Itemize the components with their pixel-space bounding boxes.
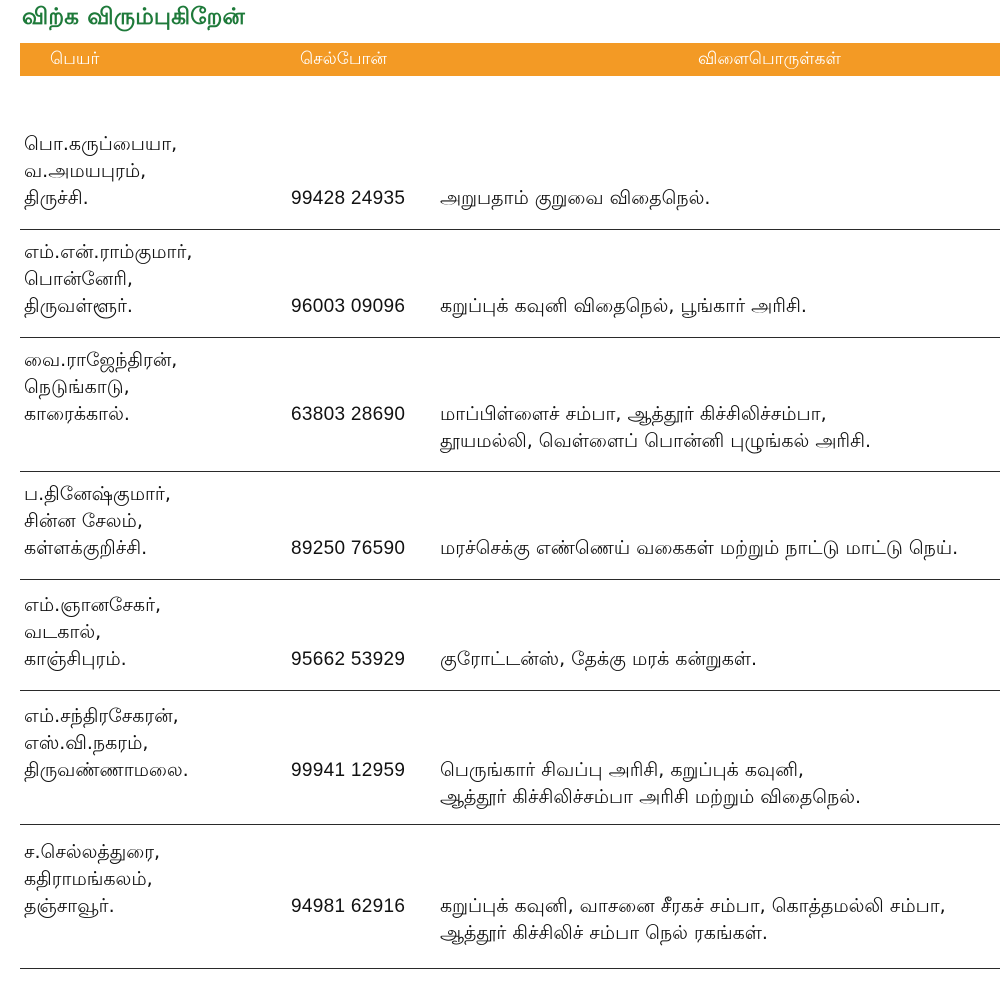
seller-products: கறுப்புக் கவுனி, வாசனை சீரகச் சம்பா, கொத்தமல்லி சம்பா,: [440, 895, 946, 917]
table-row: [20, 691, 1000, 825]
seller-phone: 94981 62916: [291, 896, 406, 917]
seller-phone: 96003 09096: [291, 296, 406, 317]
seller-phone: 99941 12959: [291, 760, 406, 781]
seller-products: மாப்பிள்ளைச் சம்பா, ஆத்தூர் கிச்சிலிச்சம்பா,: [440, 403, 827, 425]
seller-products: குரோட்டன்ஸ், தேக்கு மரக் கன்றுகள்.: [440, 648, 758, 670]
seller-phone: 63803 28690: [291, 404, 406, 425]
seller-products: அறுபதாம் குறுவை விதைநெல்.: [440, 187, 711, 209]
seller-name: எம்.சந்திரசேகரன், எஸ்.வி.நகரம், திருவண்ணாமலை.: [24, 705, 189, 781]
seller-phone: 89250 76590: [291, 538, 406, 559]
seller-name: எம்.என்.ராம்குமார், பொன்னேரி, திருவள்ளூர்.: [24, 241, 193, 317]
table-row: [20, 825, 1000, 969]
seller-phone: 99428 24935: [291, 188, 406, 209]
table-row: [20, 128, 1000, 230]
seller-name: ப.தினேஷ்குமார், சின்ன சேலம், கள்ளக்குறிச்சி.: [24, 483, 171, 559]
seller-name: வை.ராஜேந்திரன், நெடுங்காடு, காரைக்கால்.: [24, 349, 178, 425]
header-name: பெயர்: [50, 49, 100, 69]
seller-products: பெருங்கார் சிவப்பு அரிசி, கறுப்புக் கவுனி,: [440, 759, 804, 781]
table-row: [20, 580, 1000, 691]
seller-name: பொ.கருப்பையா, வ.அமயபுரம், திருச்சி.: [24, 133, 178, 209]
seller-products: கறுப்புக் கவுனி விதைநெல், பூங்கார் அரிசி.: [440, 295, 807, 317]
seller-name: எம்.ஞானசேகர், வடகால், காஞ்சிபுரம்.: [24, 594, 162, 670]
table-header: [20, 43, 1000, 76]
seller-products: மரச்செக்கு எண்ணெய் வகைகள் மற்றும் நாட்டு மாட்டு நெய்.: [440, 537, 959, 559]
seller-name: ச.செல்லத்துரை, கதிராமங்கலம், தஞ்சாவூர்.: [24, 841, 161, 917]
table-row: [20, 230, 1000, 338]
seller-products-line2: தூயமல்லி, வெள்ளைப் பொன்னி புழுங்கல் அரிசி.: [440, 430, 872, 452]
table-row: [20, 338, 1000, 472]
page-title: விற்க விரும்புகிறேன்: [22, 4, 245, 30]
table-row: [20, 472, 1000, 580]
seller-products-line2: ஆத்தூர் கிச்சிலிச் சம்பா நெல் ரகங்கள்.: [440, 922, 768, 944]
header-phone: செல்போன்: [300, 49, 387, 69]
seller-products-line2: ஆத்தூர் கிச்சிலிச்சம்பா அரிசி மற்றும் விதைநெல்.: [440, 786, 862, 808]
header-products: விளைபொருள்கள்: [698, 49, 841, 69]
seller-phone: 95662 53929: [291, 649, 406, 670]
